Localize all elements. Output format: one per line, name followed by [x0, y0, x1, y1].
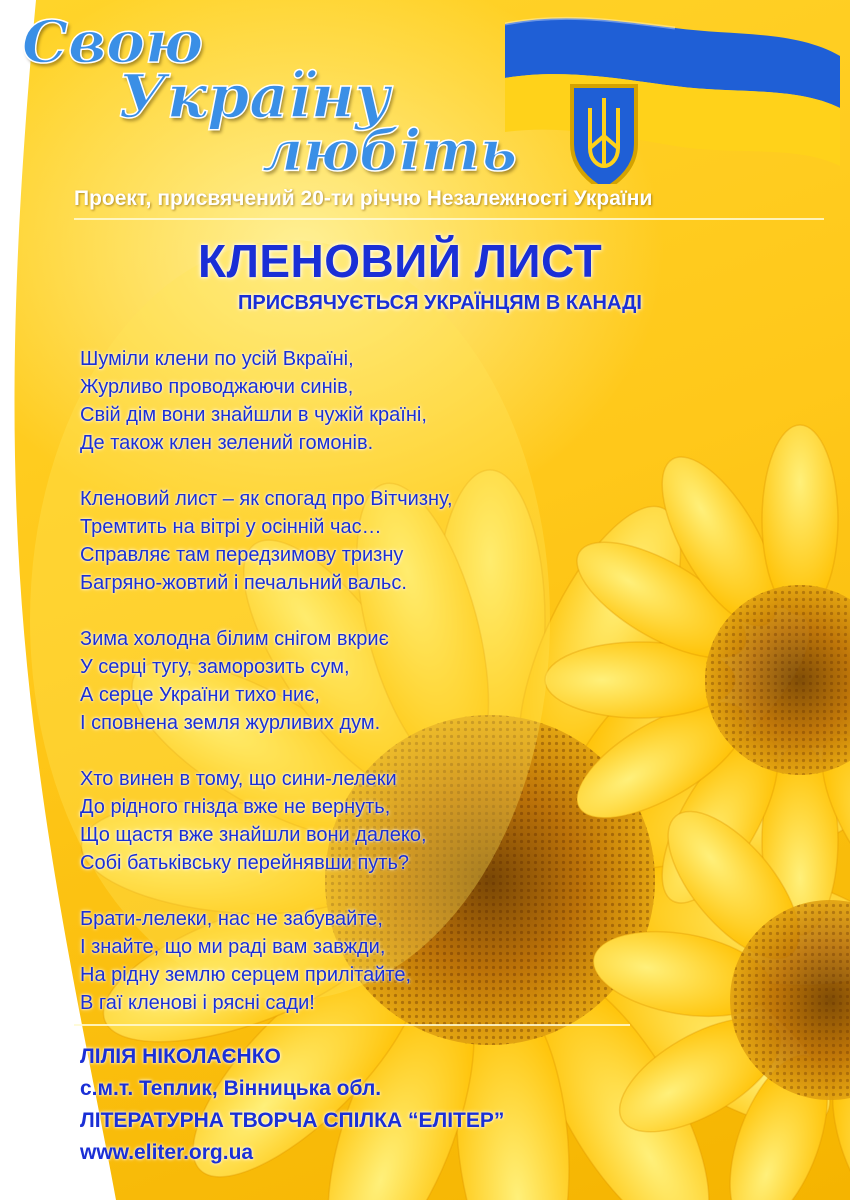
poem-line: Тремтить на вітрі у осінній час…	[80, 516, 382, 538]
trident-emblem-icon	[572, 86, 636, 184]
project-line: Проект, присвячений 20-ти річчю Незалежності України	[74, 187, 653, 210]
poem-line: Кленовий лист – як спогад про Вітчизну,	[80, 488, 453, 510]
poem-line: І знайте, що ми раді вам завжди,	[80, 936, 386, 958]
poem-line: Хто винен в тому, що сини-лелеки	[80, 768, 397, 790]
poem-line: Багряно-жовтий і печальний вальс.	[80, 572, 407, 594]
poem-line: Собі батьківську перейнявши путь?	[80, 852, 410, 874]
poem-line: В гаї кленові і рясні сади!	[80, 992, 315, 1014]
stanza-4	[80, 765, 640, 877]
poem-line: А серце України тихо ниє,	[80, 684, 320, 706]
poem-line: Шуміли клени по усій Вкраїні,	[80, 348, 354, 370]
poem-title: КЛЕНОВИЙ ЛИСТ	[198, 235, 603, 287]
slogan-word-2: Україну	[118, 62, 391, 132]
author-location: с.м.т. Теплик, Вінницька обл.	[80, 1077, 382, 1100]
poem-line: Справляє там передзимову тризну	[80, 544, 404, 566]
stanza-1	[80, 345, 640, 457]
poem-line: Журливо проводжаючи синів,	[80, 376, 354, 398]
stanza-5	[80, 905, 640, 1017]
stanza-3	[80, 625, 640, 737]
divider-bottom	[74, 1024, 630, 1026]
poem-line: Зима холодна білим снігом вкриє	[80, 628, 389, 650]
author-name: ЛІЛІЯ НІКОЛАЄНКО	[80, 1045, 281, 1068]
poem-line: На рідну землю серцем прилітайте,	[80, 964, 411, 986]
poem-dedication: ПРИСВЯЧУЄТЬСЯ УКРАЇНЦЯМ В КАНАДІ	[238, 292, 642, 314]
divider-top	[74, 218, 824, 220]
poem-body	[80, 345, 640, 1045]
website-link[interactable]: www.eliter.org.ua	[80, 1141, 254, 1164]
poem-line: Що щастя вже знайшли вони далеко,	[80, 824, 427, 846]
poem-line: Свій дім вони знайшли в чужій країні,	[80, 404, 427, 426]
stanza-2	[80, 485, 640, 597]
poem-line: Де також клен зелений гомонів.	[80, 432, 374, 454]
slogan-word-1: Свою	[22, 8, 204, 76]
credits	[80, 1041, 680, 1169]
poem-line: Брати-лелеки, нас не забувайте,	[80, 908, 383, 930]
ukrainian-flag	[505, 16, 840, 184]
organization-name: ЛІТЕРАТУРНА ТВОРЧА СПІЛКА “ЕЛІТЕР”	[80, 1109, 505, 1132]
poem-line: І сповнена земля журливих дум.	[80, 712, 381, 734]
poem-line: У серці тугу, заморозить сум,	[80, 656, 350, 678]
poem-line: До рідного гнізда вже не вернуть,	[80, 796, 391, 818]
slogan-word-3: любіть	[262, 118, 517, 184]
